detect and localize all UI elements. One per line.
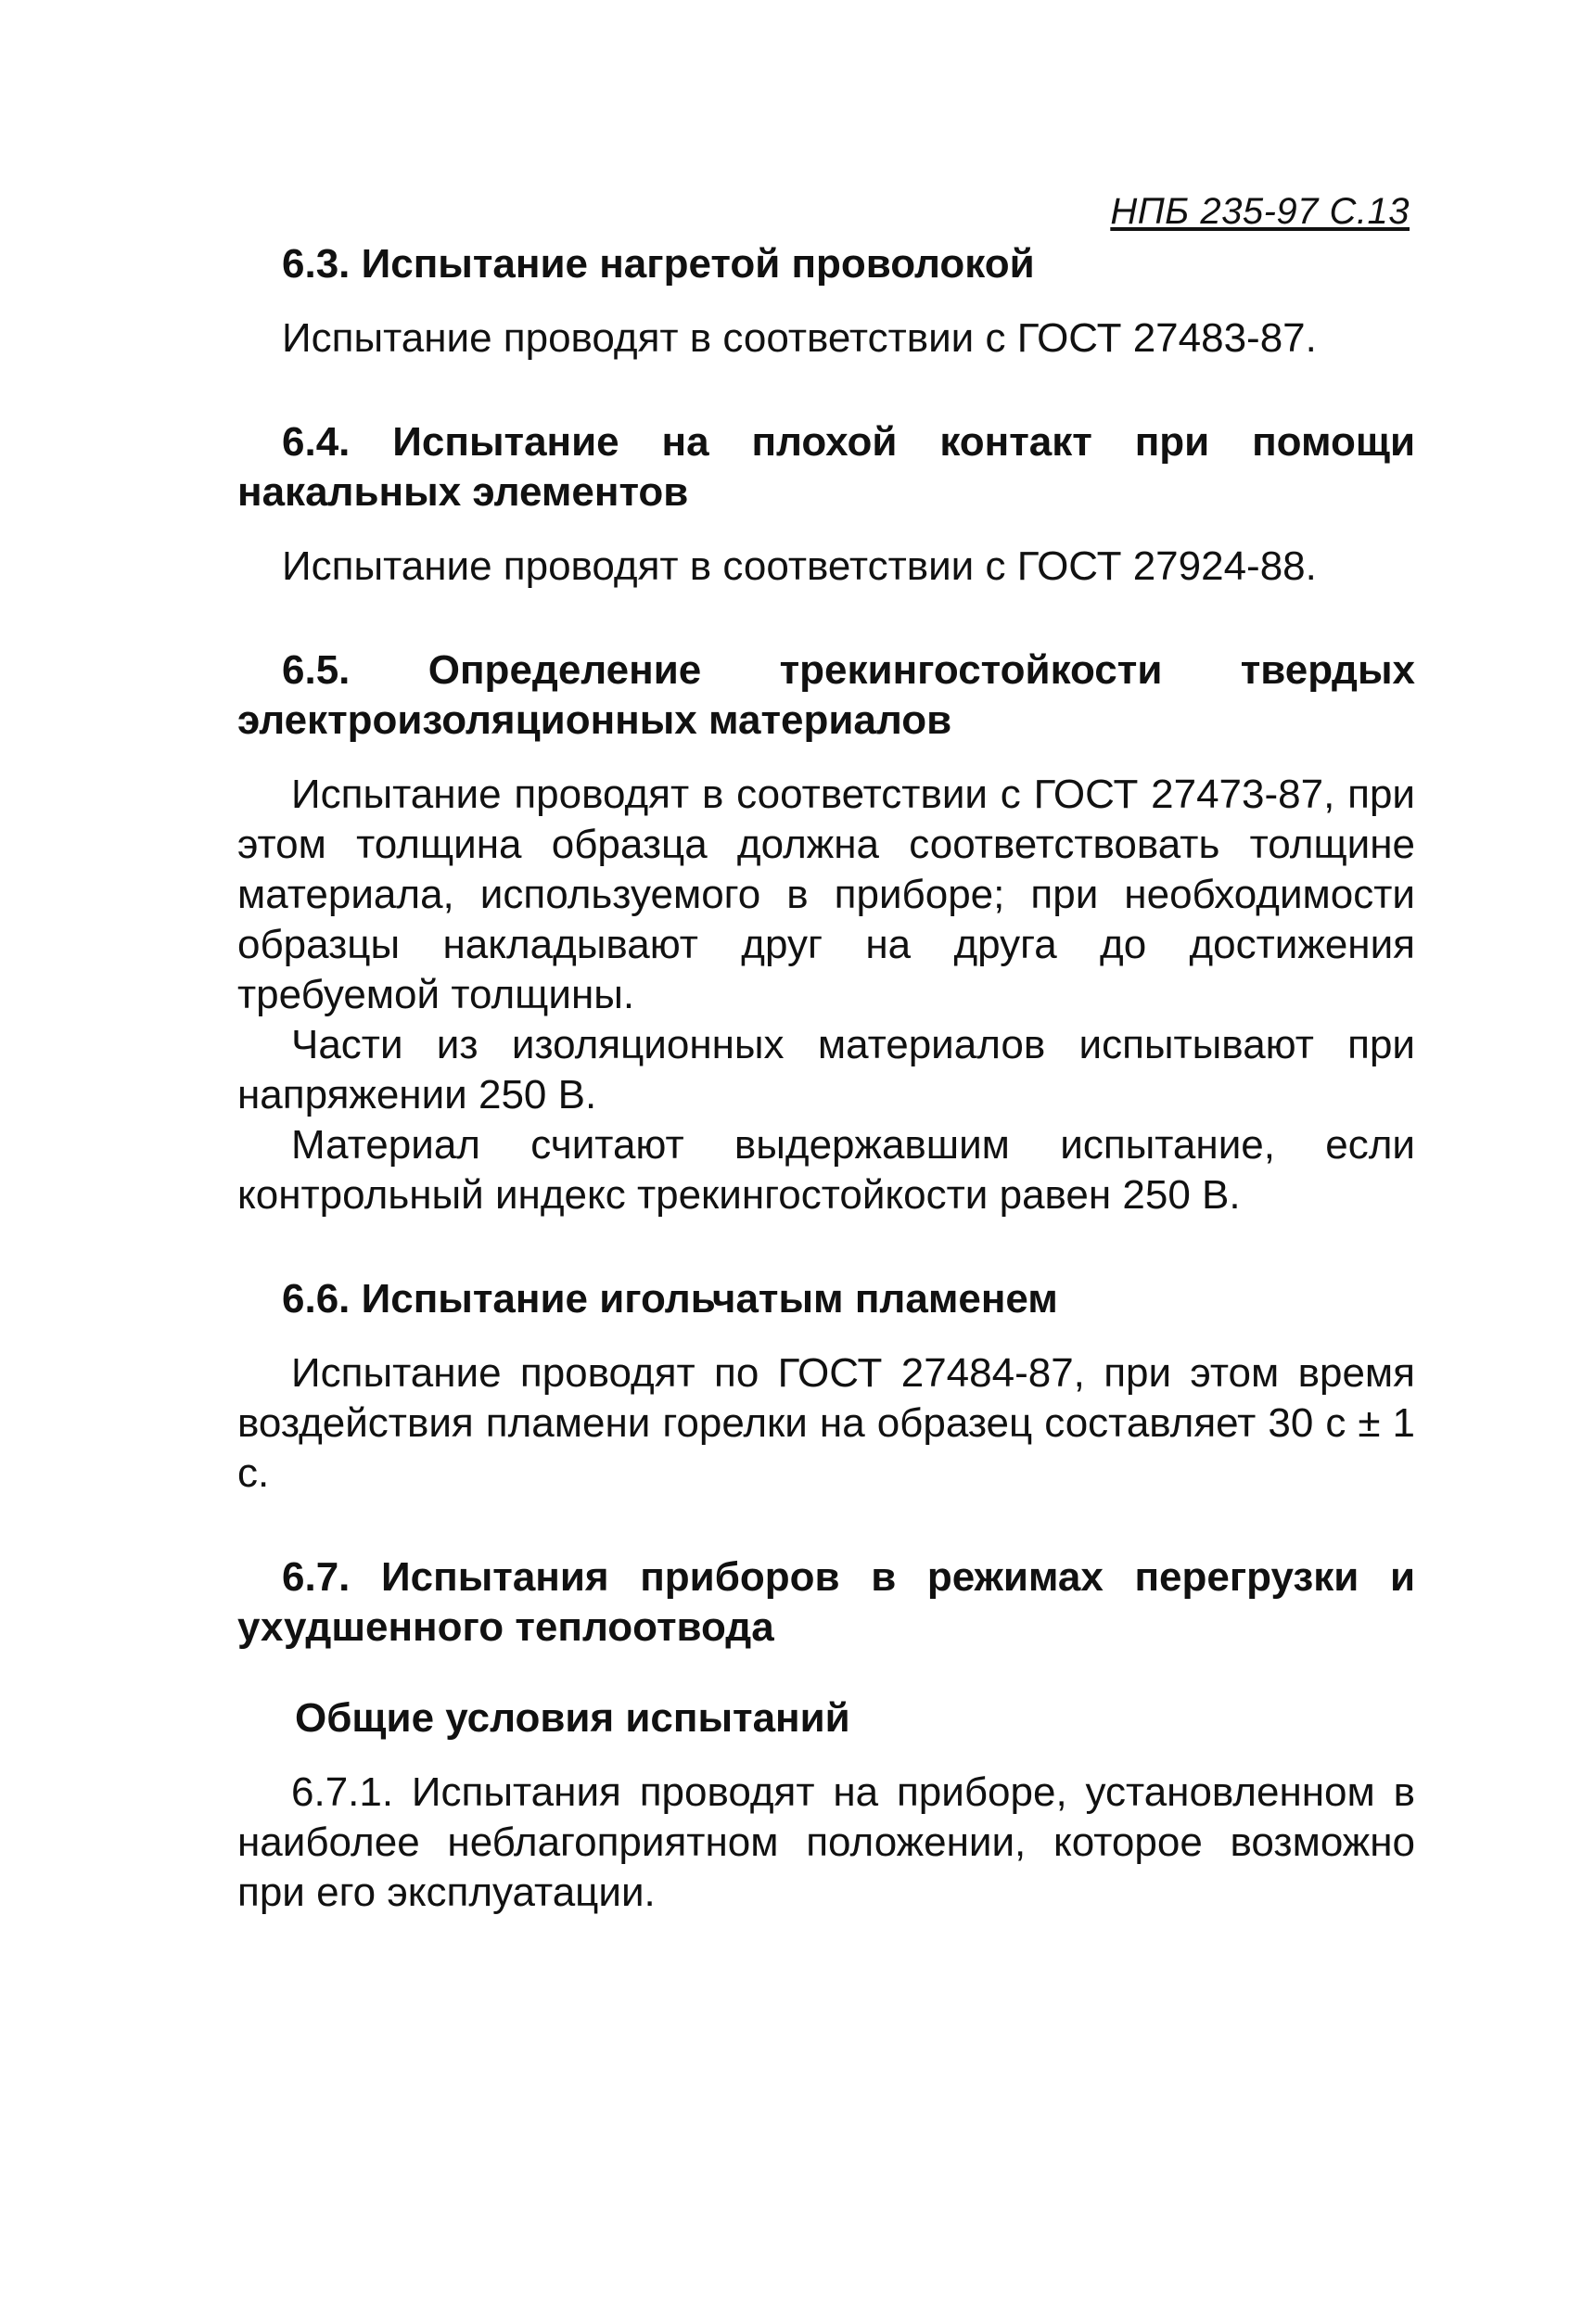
section-6-3-heading: 6.3. Испытание нагретой проволокой xyxy=(282,241,1035,287)
section-6-6-heading: 6.6. Испытание игольчатым пламенем xyxy=(282,1276,1058,1322)
section-6-5-heading: 6.5. Определение трекингостойкости твердых электроизоляционных материалов xyxy=(237,647,1415,743)
section-6-5-paragraph-2: Части из изоляционных материалов испытывают при напряжении 250 В. xyxy=(237,1022,1415,1117)
section-6-4-text: Испытание проводят в соответствии с ГОСТ 27924-88. xyxy=(282,543,1317,589)
section-6-3-text: Испытание проводят в соответствии с ГОСТ 27483-87. xyxy=(282,315,1317,361)
section-6-7-heading: 6.7. Испытания приборов в режимах перегрузки и ухудшенного теплоотвода xyxy=(237,1554,1415,1650)
running-head: НПБ 235-97 С.13 xyxy=(1110,191,1410,232)
section-6-5-paragraph-3: Материал считают выдержавшим испытание, если контрольный индекс трекингостойкости равен 250 В. xyxy=(237,1122,1415,1218)
section-6-6-text: Испытание проводят по ГОСТ 27484-87, при этом время воздействия пламени горелки на образец составляет 30 с ± 1 с. xyxy=(237,1350,1415,1496)
section-6-7-subheading: Общие условия испытаний xyxy=(295,1695,850,1741)
document-body xyxy=(237,239,1415,1918)
section-6-5-paragraph-1: Испытание проводят в соответствии с ГОСТ 27473-87, при этом толщина образца должна соответствовать толщине материала, используемого в приборе; при необходимости образцы накладывают друг на друга до достижения требуемой толщины. xyxy=(237,772,1415,1017)
section-6-7-1-paragraph: 6.7.1. Испытания проводят на приборе, установленном в наиболее неблагоприятном положении, которое возможно при его эксплуатации. xyxy=(237,1769,1415,1915)
section-6-4-heading: 6.4. Испытание на плохой контакт при помощи накальных элементов xyxy=(237,419,1415,515)
